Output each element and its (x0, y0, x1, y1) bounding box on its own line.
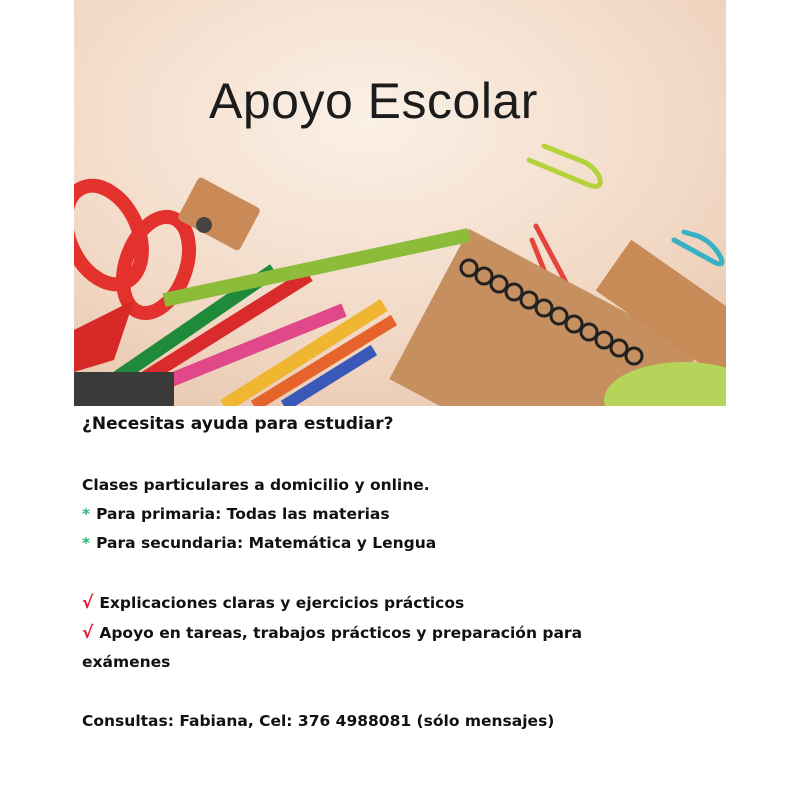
asterisk-icon: * (82, 534, 91, 552)
feature-1-text: Explicaciones claras y ejercicios prácticos (99, 594, 465, 612)
classes-line: Clases particulares a domicilio y online. (82, 476, 430, 494)
headline-question: ¿Necesitas ayuda para estudiar? (82, 414, 394, 434)
checkmark-icon: √ (82, 593, 94, 613)
banner-title: Apoyo Escolar (209, 73, 538, 129)
list-item-primaria (82, 505, 390, 523)
contact-line: Consultas: Fabiana, Cel: 376 4988081 (sólo mensajes) (82, 712, 555, 730)
banner-image (74, 0, 726, 406)
list-item-feature-2 (82, 623, 582, 643)
primaria-text: Para primaria: Todas las materias (96, 505, 390, 523)
feature-2-text: Apoyo en tareas, trabajos prácticos y preparación para (99, 624, 583, 642)
secundaria-text: Para secundaria: Matemática y Lengua (96, 534, 437, 552)
checkmark-icon: √ (82, 623, 94, 643)
asterisk-icon: * (82, 505, 91, 523)
list-item-feature-1 (82, 593, 464, 613)
feature-2-continuation: exámenes (82, 653, 171, 671)
list-item-secundaria (82, 534, 436, 552)
pencil-case (74, 372, 174, 406)
banner-illustration (74, 0, 726, 406)
